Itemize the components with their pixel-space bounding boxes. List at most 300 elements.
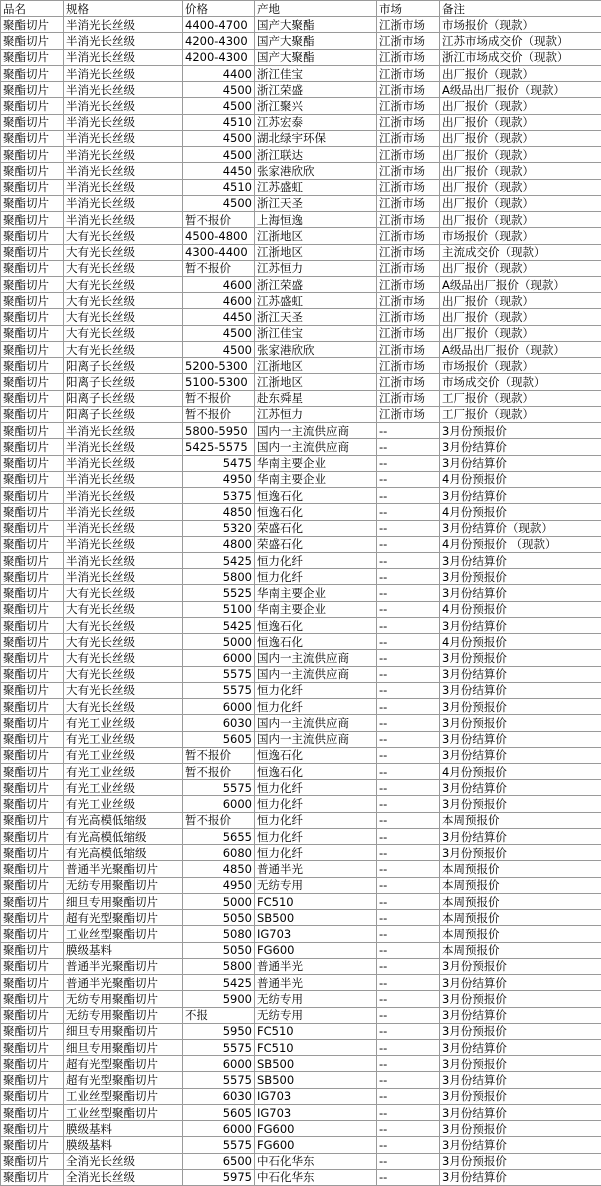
- cell-product-name: 聚酯切片: [1, 942, 64, 958]
- table-row: [1, 65, 601, 81]
- cell-market: --: [377, 991, 440, 1007]
- cell-remarks: 3月份结算价: [440, 455, 601, 471]
- cell-market: 江浙市场: [377, 17, 440, 33]
- cell-product-name: 聚酯切片: [1, 796, 64, 812]
- table-row: [1, 585, 601, 601]
- cell-price: 暂不报价: [183, 260, 255, 276]
- cell-market: 江浙市场: [377, 358, 440, 374]
- cell-spec: 半消光长丝级: [64, 520, 183, 536]
- cell-product-name: 聚酯切片: [1, 1169, 64, 1185]
- cell-market: 江浙市场: [377, 244, 440, 260]
- cell-price: 暂不报价: [183, 764, 255, 780]
- cell-spec: 半消光长丝级: [64, 439, 183, 455]
- cell-origin: 浙江佳宝: [255, 325, 377, 341]
- cell-market: --: [377, 552, 440, 568]
- cell-remarks: 3月份结算价: [440, 552, 601, 568]
- cell-price: 5050: [183, 910, 255, 926]
- table-row: [1, 1137, 601, 1153]
- cell-remarks: 工厂报价（现款）: [440, 406, 601, 422]
- cell-remarks: 4月份预报价: [440, 601, 601, 617]
- table-row: [1, 1153, 601, 1169]
- cell-product-name: 聚酯切片: [1, 163, 64, 179]
- cell-origin: 江浙地区: [255, 374, 377, 390]
- cell-spec: 大有光长丝级: [64, 585, 183, 601]
- cell-spec: 大有光长丝级: [64, 244, 183, 260]
- cell-product-name: 聚酯切片: [1, 520, 64, 536]
- cell-market: --: [377, 731, 440, 747]
- table-row: [1, 828, 601, 844]
- table-row: [1, 764, 601, 780]
- cell-market: 江浙市场: [377, 260, 440, 276]
- cell-spec: 阳离子长丝级: [64, 374, 183, 390]
- cell-remarks: 3月份预报价: [440, 569, 601, 585]
- cell-remarks: 出厂报价（现款）: [440, 179, 601, 195]
- table-row: [1, 845, 601, 861]
- cell-price: 4450: [183, 309, 255, 325]
- cell-origin: FG600: [255, 1137, 377, 1153]
- cell-remarks: 3月份预报价: [440, 991, 601, 1007]
- cell-remarks: A级品出厂报价（现款）: [440, 276, 601, 292]
- cell-spec: 半消光长丝级: [64, 49, 183, 65]
- cell-origin: 国内一主流供应商: [255, 439, 377, 455]
- cell-spec: 半消光长丝级: [64, 423, 183, 439]
- cell-spec: 阳离子长丝级: [64, 358, 183, 374]
- table-row: [1, 439, 601, 455]
- cell-remarks: 出厂报价（现款）: [440, 98, 601, 114]
- table-row: [1, 341, 601, 357]
- cell-market: --: [377, 1121, 440, 1137]
- cell-remarks: 工厂报价（现款）: [440, 390, 601, 406]
- cell-market: 江浙市场: [377, 309, 440, 325]
- cell-price: 4500: [183, 130, 255, 146]
- cell-remarks: 3月份结算价: [440, 747, 601, 763]
- cell-price: 暂不报价: [183, 812, 255, 828]
- cell-spec: 全消光长丝级: [64, 1153, 183, 1169]
- cell-market: 江浙市场: [377, 195, 440, 211]
- table-row: [1, 1023, 601, 1039]
- cell-remarks: 3月份预报价: [440, 1088, 601, 1104]
- cell-price: 4500: [183, 82, 255, 98]
- cell-spec: 大有光长丝级: [64, 601, 183, 617]
- cell-spec: 膜级基料: [64, 1121, 183, 1137]
- cell-origin: 江苏恒力: [255, 406, 377, 422]
- cell-spec: 有光高模低缩级: [64, 845, 183, 861]
- table-row: [1, 49, 601, 65]
- cell-spec: 普通半光聚酯切片: [64, 958, 183, 974]
- cell-market: 江浙市场: [377, 212, 440, 228]
- cell-spec: 全消光长丝级: [64, 1169, 183, 1185]
- cell-product-name: 聚酯切片: [1, 1072, 64, 1088]
- cell-market: --: [377, 634, 440, 650]
- cell-market: --: [377, 617, 440, 633]
- table-row: [1, 212, 601, 228]
- table-row: [1, 552, 601, 568]
- cell-remarks: 3月份结算价: [440, 617, 601, 633]
- cell-price: 5575: [183, 1137, 255, 1153]
- cell-product-name: 聚酯切片: [1, 147, 64, 163]
- cell-remarks: 出厂报价（现款）: [440, 260, 601, 276]
- cell-product-name: 聚酯切片: [1, 699, 64, 715]
- cell-remarks: 3月份预报价: [440, 958, 601, 974]
- cell-origin: 恒力化纤: [255, 780, 377, 796]
- cell-origin: 恒逸石化: [255, 764, 377, 780]
- cell-spec: 半消光长丝级: [64, 163, 183, 179]
- cell-origin: 江浙地区: [255, 244, 377, 260]
- cell-spec: 半消光长丝级: [64, 82, 183, 98]
- table-row: [1, 666, 601, 682]
- cell-remarks: 3月份预报价: [440, 1056, 601, 1072]
- cell-market: --: [377, 893, 440, 909]
- cell-remarks: 市场成交价（现款）: [440, 374, 601, 390]
- table-row: [1, 228, 601, 244]
- cell-remarks: 出厂报价（现款）: [440, 65, 601, 81]
- cell-product-name: 聚酯切片: [1, 877, 64, 893]
- cell-product-name: 聚酯切片: [1, 764, 64, 780]
- cell-origin: 国产大聚酯: [255, 17, 377, 33]
- cell-product-name: 聚酯切片: [1, 958, 64, 974]
- cell-origin: 浙江荣盛: [255, 276, 377, 292]
- cell-price: 6000: [183, 699, 255, 715]
- table-row: [1, 244, 601, 260]
- cell-product-name: 聚酯切片: [1, 114, 64, 130]
- cell-market: --: [377, 585, 440, 601]
- table-row: [1, 1121, 601, 1137]
- cell-price: 4200-4300: [183, 49, 255, 65]
- cell-spec: 半消光长丝级: [64, 504, 183, 520]
- cell-product-name: 聚酯切片: [1, 1023, 64, 1039]
- cell-product-name: 聚酯切片: [1, 130, 64, 146]
- cell-spec: 有光工业丝级: [64, 715, 183, 731]
- cell-product-name: 聚酯切片: [1, 390, 64, 406]
- cell-market: --: [377, 471, 440, 487]
- cell-origin: 恒逸石化: [255, 504, 377, 520]
- cell-spec: 半消光长丝级: [64, 471, 183, 487]
- table-row: [1, 910, 601, 926]
- header-market: 市场: [377, 1, 440, 17]
- cell-spec: 有光高模低缩级: [64, 828, 183, 844]
- cell-origin: 恒力化纤: [255, 845, 377, 861]
- cell-market: --: [377, 877, 440, 893]
- cell-price: 5575: [183, 1072, 255, 1088]
- cell-product-name: 聚酯切片: [1, 293, 64, 309]
- cell-market: --: [377, 1072, 440, 1088]
- table-row: [1, 796, 601, 812]
- table-row: [1, 114, 601, 130]
- cell-price: 6000: [183, 796, 255, 812]
- cell-remarks: 3月份预报价: [440, 715, 601, 731]
- cell-origin: 张家港欣欣: [255, 163, 377, 179]
- cell-spec: 半消光长丝级: [64, 98, 183, 114]
- cell-spec: 无纺专用聚酯切片: [64, 1007, 183, 1023]
- table-row: [1, 926, 601, 942]
- cell-remarks: 4月份预报价: [440, 504, 601, 520]
- cell-market: 江浙市场: [377, 49, 440, 65]
- table-row: [1, 260, 601, 276]
- cell-market: --: [377, 1104, 440, 1120]
- cell-price: 5900: [183, 991, 255, 1007]
- cell-market: --: [377, 910, 440, 926]
- cell-spec: 有光工业丝级: [64, 764, 183, 780]
- cell-spec: 大有光长丝级: [64, 228, 183, 244]
- cell-product-name: 聚酯切片: [1, 1121, 64, 1137]
- table-row: [1, 17, 601, 33]
- cell-product-name: 聚酯切片: [1, 1007, 64, 1023]
- cell-market: 江浙市场: [377, 228, 440, 244]
- cell-price: 暂不报价: [183, 747, 255, 763]
- cell-price: 暂不报价: [183, 390, 255, 406]
- cell-product-name: 聚酯切片: [1, 341, 64, 357]
- cell-spec: 膜级基料: [64, 942, 183, 958]
- cell-product-name: 聚酯切片: [1, 471, 64, 487]
- cell-remarks: 3月份预报价: [440, 699, 601, 715]
- cell-product-name: 聚酯切片: [1, 731, 64, 747]
- cell-spec: 半消光长丝级: [64, 455, 183, 471]
- cell-price: 4500: [183, 325, 255, 341]
- cell-product-name: 聚酯切片: [1, 455, 64, 471]
- cell-spec: 无纺专用聚酯切片: [64, 991, 183, 1007]
- cell-remarks: A级品出厂报价（现款）: [440, 341, 601, 357]
- cell-origin: 华南主要企业: [255, 601, 377, 617]
- cell-product-name: 聚酯切片: [1, 617, 64, 633]
- cell-spec: 阳离子长丝级: [64, 390, 183, 406]
- cell-price: 5100-5300: [183, 374, 255, 390]
- table-row: [1, 163, 601, 179]
- cell-product-name: 聚酯切片: [1, 439, 64, 455]
- cell-origin: 江浙地区: [255, 358, 377, 374]
- cell-spec: 工业丝型聚酯切片: [64, 926, 183, 942]
- cell-product-name: 聚酯切片: [1, 82, 64, 98]
- cell-origin: 江苏盛虹: [255, 293, 377, 309]
- cell-market: --: [377, 975, 440, 991]
- cell-spec: 有光工业丝级: [64, 780, 183, 796]
- cell-spec: 有光工业丝级: [64, 747, 183, 763]
- header-spec: 规格: [64, 1, 183, 17]
- cell-price: 5320: [183, 520, 255, 536]
- cell-market: --: [377, 812, 440, 828]
- cell-product-name: 聚酯切片: [1, 585, 64, 601]
- cell-spec: 阳离子长丝级: [64, 406, 183, 422]
- cell-market: --: [377, 861, 440, 877]
- cell-product-name: 聚酯切片: [1, 244, 64, 260]
- table-row: [1, 471, 601, 487]
- cell-market: --: [377, 439, 440, 455]
- cell-spec: 大有光长丝级: [64, 309, 183, 325]
- cell-market: --: [377, 1169, 440, 1185]
- cell-market: --: [377, 1007, 440, 1023]
- cell-product-name: 聚酯切片: [1, 991, 64, 1007]
- cell-remarks: 4月份预报价: [440, 634, 601, 650]
- cell-product-name: 聚酯切片: [1, 179, 64, 195]
- cell-origin: 浙江聚兴: [255, 98, 377, 114]
- cell-price: 5575: [183, 682, 255, 698]
- cell-price: 5000: [183, 634, 255, 650]
- header-price: 价格: [183, 1, 255, 17]
- cell-remarks: 3月份预报价: [440, 845, 601, 861]
- cell-market: --: [377, 536, 440, 552]
- cell-market: 江浙市场: [377, 114, 440, 130]
- cell-remarks: 3月份预报价: [440, 796, 601, 812]
- cell-market: 江浙市场: [377, 276, 440, 292]
- cell-origin: FG600: [255, 942, 377, 958]
- cell-product-name: 聚酯切片: [1, 276, 64, 292]
- cell-product-name: 聚酯切片: [1, 33, 64, 49]
- cell-product-name: 聚酯切片: [1, 325, 64, 341]
- cell-remarks: 3月份结算价: [440, 1104, 601, 1120]
- cell-market: --: [377, 958, 440, 974]
- cell-product-name: 聚酯切片: [1, 666, 64, 682]
- cell-price: 6080: [183, 845, 255, 861]
- cell-price: 4400-4700: [183, 17, 255, 33]
- cell-spec: 半消光长丝级: [64, 65, 183, 81]
- table-row: [1, 130, 601, 146]
- cell-price: 4510: [183, 179, 255, 195]
- table-row: [1, 731, 601, 747]
- table-row: [1, 504, 601, 520]
- cell-product-name: 聚酯切片: [1, 893, 64, 909]
- table-row: [1, 423, 601, 439]
- cell-remarks: 3月份结算价: [440, 731, 601, 747]
- cell-remarks: 浙江市场成交价（现款）: [440, 49, 601, 65]
- cell-origin: 中石化华东: [255, 1169, 377, 1185]
- cell-market: 江浙市场: [377, 65, 440, 81]
- table-row: [1, 877, 601, 893]
- cell-price: 4510: [183, 114, 255, 130]
- cell-origin: 恒逸石化: [255, 634, 377, 650]
- cell-market: --: [377, 1023, 440, 1039]
- cell-product-name: 聚酯切片: [1, 212, 64, 228]
- cell-spec: 有光高模低缩级: [64, 812, 183, 828]
- cell-remarks: 3月份预报价: [440, 650, 601, 666]
- table-row: [1, 488, 601, 504]
- cell-price: 5800: [183, 569, 255, 585]
- cell-price: 5100: [183, 601, 255, 617]
- cell-price: 6030: [183, 1088, 255, 1104]
- cell-remarks: 3月份结算价: [440, 828, 601, 844]
- cell-spec: 细旦专用聚酯切片: [64, 893, 183, 909]
- cell-remarks: 3月份预报价: [440, 423, 601, 439]
- cell-market: 江浙市场: [377, 130, 440, 146]
- cell-price: 4200-4300: [183, 33, 255, 49]
- table-row: [1, 455, 601, 471]
- cell-product-name: 聚酯切片: [1, 423, 64, 439]
- table-row: [1, 98, 601, 114]
- cell-origin: 恒力化纤: [255, 828, 377, 844]
- table-row: [1, 1040, 601, 1056]
- header-origin: 产地: [255, 1, 377, 17]
- table-row: [1, 390, 601, 406]
- cell-price: 4400: [183, 65, 255, 81]
- cell-remarks: 3月份结算价: [440, 488, 601, 504]
- table-row: [1, 147, 601, 163]
- cell-remarks: 3月份预报价: [440, 1023, 601, 1039]
- cell-market: --: [377, 699, 440, 715]
- cell-price: 4600: [183, 276, 255, 292]
- cell-product-name: 聚酯切片: [1, 536, 64, 552]
- cell-spec: 无纺专用聚酯切片: [64, 877, 183, 893]
- cell-market: --: [377, 601, 440, 617]
- cell-price: 5525: [183, 585, 255, 601]
- cell-price: 5605: [183, 731, 255, 747]
- header-row: [1, 1, 601, 17]
- cell-origin: 华南主要企业: [255, 585, 377, 601]
- cell-product-name: 聚酯切片: [1, 504, 64, 520]
- cell-remarks: 出厂报价（现款）: [440, 325, 601, 341]
- cell-spec: 半消光长丝级: [64, 179, 183, 195]
- cell-product-name: 聚酯切片: [1, 828, 64, 844]
- cell-spec: 半消光长丝级: [64, 147, 183, 163]
- cell-origin: IG703: [255, 1104, 377, 1120]
- cell-origin: 江浙地区: [255, 228, 377, 244]
- cell-market: 江浙市场: [377, 163, 440, 179]
- cell-spec: 有光工业丝级: [64, 731, 183, 747]
- cell-price: 6000: [183, 1056, 255, 1072]
- cell-spec: 大有光长丝级: [64, 260, 183, 276]
- cell-spec: 工业丝型聚酯切片: [64, 1088, 183, 1104]
- table-row: [1, 650, 601, 666]
- cell-origin: 国内一主流供应商: [255, 423, 377, 439]
- cell-remarks: 3月份结算价: [440, 1137, 601, 1153]
- cell-product-name: 聚酯切片: [1, 488, 64, 504]
- cell-product-name: 聚酯切片: [1, 309, 64, 325]
- cell-origin: 恒力化纤: [255, 699, 377, 715]
- cell-remarks: 3月份结算价: [440, 682, 601, 698]
- cell-remarks: 3月份结算价: [440, 585, 601, 601]
- cell-price: 暂不报价: [183, 212, 255, 228]
- cell-price: 5050: [183, 942, 255, 958]
- cell-origin: FC510: [255, 893, 377, 909]
- cell-spec: 大有光长丝级: [64, 634, 183, 650]
- cell-origin: FG600: [255, 1121, 377, 1137]
- cell-market: 江浙市场: [377, 325, 440, 341]
- table-row: [1, 520, 601, 536]
- cell-origin: 国内一主流供应商: [255, 650, 377, 666]
- cell-product-name: 聚酯切片: [1, 845, 64, 861]
- cell-origin: 普通半光: [255, 958, 377, 974]
- table-row: [1, 569, 601, 585]
- cell-origin: 江苏宏泰: [255, 114, 377, 130]
- cell-price: 6000: [183, 650, 255, 666]
- table-row: [1, 699, 601, 715]
- cell-product-name: 聚酯切片: [1, 552, 64, 568]
- cell-origin: 国产大聚酯: [255, 33, 377, 49]
- cell-market: --: [377, 682, 440, 698]
- cell-market: --: [377, 845, 440, 861]
- cell-origin: 无纺专用: [255, 1007, 377, 1023]
- cell-price: 4450: [183, 163, 255, 179]
- table-row: [1, 1088, 601, 1104]
- table-row: [1, 358, 601, 374]
- table-row: [1, 276, 601, 292]
- cell-product-name: 聚酯切片: [1, 1088, 64, 1104]
- cell-price: 4850: [183, 504, 255, 520]
- cell-product-name: 聚酯切片: [1, 98, 64, 114]
- cell-spec: 有光工业丝级: [64, 796, 183, 812]
- cell-product-name: 聚酯切片: [1, 601, 64, 617]
- cell-spec: 超有光型聚酯切片: [64, 910, 183, 926]
- cell-remarks: 3月份预报价: [440, 1121, 601, 1137]
- cell-origin: 荣盛石化: [255, 520, 377, 536]
- table-row: [1, 195, 601, 211]
- table-row: [1, 715, 601, 731]
- cell-remarks: 3月份预报价: [440, 1153, 601, 1169]
- cell-remarks: 3月份结算价: [440, 1169, 601, 1185]
- cell-origin: 浙江联达: [255, 147, 377, 163]
- cell-market: --: [377, 828, 440, 844]
- cell-product-name: 聚酯切片: [1, 861, 64, 877]
- cell-price: 5800-5950: [183, 423, 255, 439]
- cell-price: 5425: [183, 975, 255, 991]
- cell-origin: 江苏恒力: [255, 260, 377, 276]
